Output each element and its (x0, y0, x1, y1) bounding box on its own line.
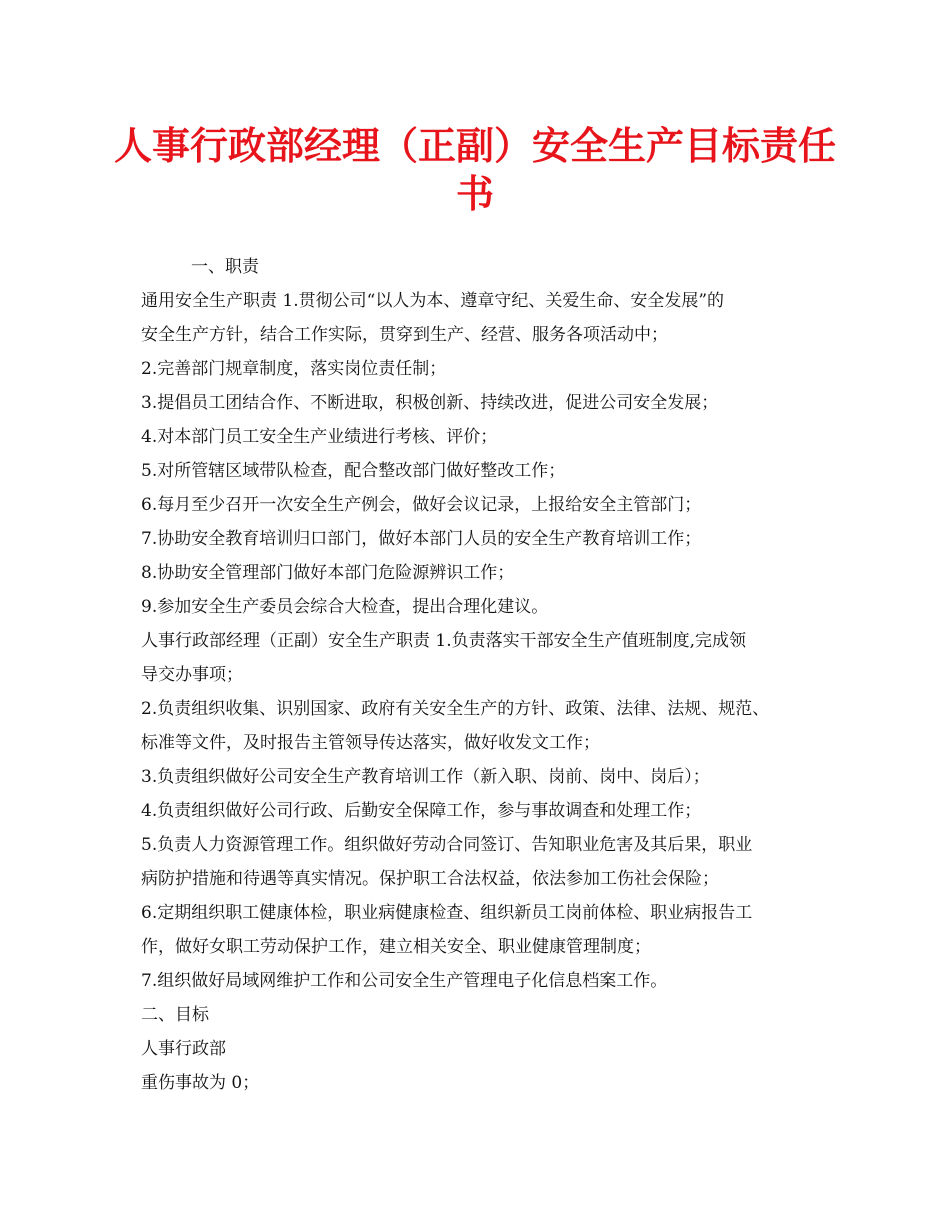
paragraph-line: 通用安全生产职责 1.贯彻公司“以人为本、遵章守纪、关爱生命、安全发展”的 (141, 291, 725, 311)
section-heading-goals: 二、目标 (141, 1005, 209, 1025)
paragraph-line: 8.协助安全管理部门做好本部门危险源辨识工作； (141, 563, 515, 583)
paragraph-line: 9.参加安全生产委员会综合大检查，提出合理化建议。 (141, 597, 549, 617)
paragraph-line: 6.定期组织职工健康体检，职业病健康检查、组织新员工岗前体检、职业病报告工 (141, 903, 753, 923)
title-line-1: 人事行政部经理（正副）安全生产目标责任 (113, 123, 836, 168)
paragraph-line: 7.组织做好局域网维护工作和公司安全生产管理电子化信息档案工作。 (141, 971, 668, 991)
paragraph-line: 人事行政部经理（正副）安全生产职责 1.负责落实干部安全生产值班制度,完成领 (141, 631, 747, 651)
paragraph-line: 4.对本部门员工安全生产业绩进行考核、评价； (141, 427, 498, 447)
paragraph-line: 3.提倡员工团结合作、不断进取，积极创新、持续改进，促进公司安全发展； (141, 393, 719, 413)
paragraph-line: 导交办事项； (141, 665, 243, 685)
document-body (141, 250, 841, 1100)
paragraph-line: 安全生产方针，结合工作实际，贯穿到生产、经营、服务各项活动中； (141, 325, 668, 345)
paragraph-line: 7.协助安全教育培训归口部门，做好本部门人员的安全生产教育培训工作； (141, 529, 702, 549)
department-label: 人事行政部 (141, 1039, 226, 1059)
title-line-2: 书 (455, 171, 494, 216)
paragraph-line: 病防护措施和待遇等真实情况。保护职工合法权益，依法参加工伤社会保险； (141, 869, 719, 889)
section-heading-duties: 一、职责 (191, 257, 259, 277)
paragraph-line: 作，做好女职工劳动保护工作，建立相关安全、职业健康管理制度； (141, 937, 651, 957)
paragraph-line: 5.对所管辖区域带队检查，配合整改部门做好整改工作； (141, 461, 566, 481)
paragraph-line: 标准等文件，及时报告主管领导传达落实，做好收发文工作； (141, 733, 600, 753)
paragraph-line: 2.完善部门规章制度，落实岗位责任制； (141, 359, 447, 379)
document-title (100, 122, 850, 218)
paragraph-line: 4.负责组织做好公司行政、后勤安全保障工作，参与事故调查和处理工作； (141, 801, 702, 821)
paragraph-line: 6.每月至少召开一次安全生产例会，做好会议记录，上报给安全主管部门； (141, 495, 702, 515)
goal-item: 重伤事故为 0； (141, 1073, 260, 1093)
paragraph-line: 5.负责人力资源管理工作。组织做好劳动合同签订、告知职业危害及其后果，职业 (141, 835, 753, 855)
paragraph-line: 3.负责组织做好公司安全生产教育培训工作（新入职、岗前、岗中、岗后）； (141, 767, 710, 787)
paragraph-line: 2.负责组织收集、识别国家、政府有关安全生产的方针、政策、法律、法规、规范、 (141, 699, 770, 719)
